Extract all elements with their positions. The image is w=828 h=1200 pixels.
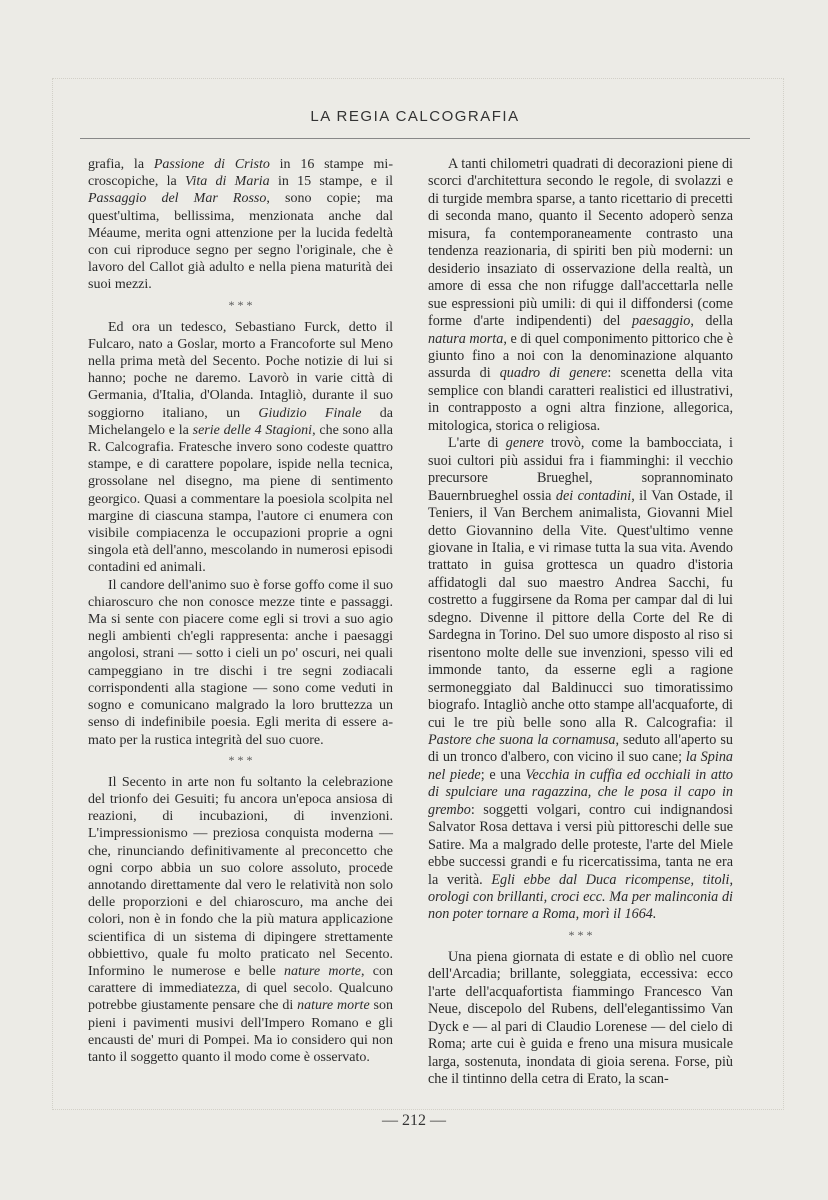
text-run: Ed ora un tedesco, Sebastiano Furck, detto il Fulcaro, nato a Goslar, morto a Francoforte sul Meno nella prima metà del Secento. Poche notizie di lui si hanno; poche ne daremo. Lavorò in varie città di Germania, d'Italia, d'Olanda. Intagliò, durante il suo soggiorno italiano, un bbox=[88, 319, 393, 421]
section-break-stars: * * * bbox=[228, 752, 253, 767]
paragraph bbox=[88, 577, 393, 749]
italic-text: dei contadini bbox=[555, 487, 632, 504]
text-run: Il candore dell'animo suo è forse goffo come il suo chiaroscuro che non conosce mezze tinte e passaggi. Ma si sente con piacere come egli si trovi a suo agio negli ambienti ch'egli rappresenta: anche i paesaggi angolosi, strani — sotto i cieli un po' oscuri, nei quali campeggiano in tre dischi i tre segni zodiacali corrispondenti alla stagione — sono come veduti in sogno e comunicano malgrado la loro bruttezza un senso di indefinibile poesia. Egli merita di essere amato per la rustica integrità del suo cuore. bbox=[88, 577, 393, 748]
paragraph bbox=[88, 319, 393, 577]
text-run: , il Van Ostade, il Teniers, il Van Berchem animalista, Giovanni Miel detto Giovannino della Vite. Quest'ultimo venne giovane in Italia, e vi rimase tutta la sua vita. Avendo trattato in guisa grottesca un quadro d'istoria affidatogli dal suo maestro Andrea Sacchi, fu costretto a fuggirsene da Roma per campar dal di lui sdegno. Divenne il pittore della Corte del Re di Sardegna in Torino. Del suo umore disposto al riso si risentono molte delle sue invenzioni, spesso vili ed immonde tanto, da esserne egli a ragione sermoneggiato dal Baldinucci suo timoratissimo biografo. Intagliò anche otto stampe all'acquaforte, di cui le tre più belle sono alla R. Calcografia: il bbox=[428, 487, 733, 731]
text-run: grafia, la bbox=[88, 157, 154, 172]
italic-text: quadro di genere bbox=[499, 365, 608, 382]
text-run: in 16 stampe microscopiche, la bbox=[88, 157, 393, 190]
text-run: L'arte di bbox=[448, 435, 506, 452]
text-run: in 15 stampe, e il bbox=[269, 174, 394, 190]
text-run: A tanti chilometri quadrati di decorazioni piene di scorci d'architettura secondo le regole, di svolazzi e di turgide membra sparse, a tanto ricettario di precetti di seconda mano, quanto il Secento adoperò senza misura, fa contemporaneamente contrasto una tendenza reazionaria, di spiriti ben più moderni: un desiderio insaziato di osservazione della realtà, un amore di essa che non rifugge dall'accettarla nelle sue espressioni più umili: di qui il diffondersi (come forme d'arte indipendenti) del bbox=[428, 156, 733, 330]
italic-text: nature morte bbox=[284, 963, 362, 979]
italic-text: Egli ebbe dal Duca ricompense, titoli, orologi con brillanti, croci ecc. Ma per malinconia di non poter tornare a Roma, morì il 1664. bbox=[428, 871, 733, 923]
paragraph bbox=[428, 156, 733, 435]
paragraph bbox=[88, 156, 393, 294]
italic-text: Giudizio Finale bbox=[258, 405, 362, 421]
italic-text: genere bbox=[505, 435, 544, 452]
section-break-stars: * * * bbox=[568, 927, 593, 942]
italic-text: Passaggio del Mar Rosso bbox=[88, 191, 267, 207]
text-run: son pieni i pavimenti musivi dell'Impero Romano e gli encausti de' muri di Pompei. Ma io considero qui non tanto il soggetto quanto il modo come è osservato. bbox=[88, 998, 393, 1065]
section-break-stars: * * * bbox=[228, 297, 253, 312]
italic-text: Pastore che suona la cornamusa bbox=[428, 731, 616, 748]
paragraph bbox=[428, 949, 733, 1089]
text-run: trovò, come la bambocciata, i suoi cultori più assidui fra i fiamminghi: il vecchio precursore Brueghel, soprannominato Bauernbrueghel ossia bbox=[428, 435, 733, 504]
right-column bbox=[428, 156, 733, 1089]
text-run: , e di quel componimento pittorico che è giunto fino a noi con la denominazione alquanto assurda di bbox=[428, 330, 733, 382]
text-run: , che sono alla R. Calcografia. Fratesche invero sono codeste quattro stampe, e di carattere popolare, ispide nella tecnica, grossolane nel disegno, ma piene di sentimento georgico. Quasi a commentare la poesiola scolpita nel margine di ciascuna stampa, l'autore ci enumera con visibile compiacenza le occupazioni proprie a ogni singola età dell'anno, mescolando in numerosi episodi contadini ed animali. bbox=[88, 422, 393, 576]
italic-text: Vita di Maria bbox=[184, 174, 270, 190]
text-run: da Michelangelo e la bbox=[88, 405, 393, 438]
text-run: , con carattere di immediatezza, di quel secolo. Qualcuno potrebbe giustamente pensare che di bbox=[88, 963, 393, 1014]
text-run: : soggetti volgari, contro cui indignandosi Salvator Rosa dettava i versi più pittoreschi delle sue Satire. Ma a malgrado delle proteste, l'arte del Miele ebbe successi grandi e fu ricercatissima, tanta ne era la verità. bbox=[428, 801, 733, 888]
text-run: , seduto all'aperto su di un tronco d'albero, con vicino il suo cane; bbox=[428, 731, 733, 766]
italic-text: la Spina nel piede bbox=[428, 749, 734, 783]
header-rule bbox=[80, 138, 750, 139]
page-number: — 212 — bbox=[382, 1112, 446, 1129]
italic-text: paesaggio bbox=[631, 313, 691, 330]
left-column bbox=[88, 156, 393, 1066]
text-run: , della bbox=[690, 313, 733, 330]
text-run: Il Secento in arte non fu soltanto la celebrazione del trionfo dei Gesuiti; fu ancora un'epoca ansiosa di reazioni, di incubazioni, di invenzioni. L'impressionismo — preziosa conquista moderna — che, rinunciando definitivamente al preconcetto che ogni corpo abbia un suo colore assoluto, procede annotando direttamente dal vero le relatività non solo delle proporzioni e del chiaroscuro, ma anche dei colori, non è in fondo che la più matura applicazione scientifica di un sistema di dipingere strettamente obbiettivo, quale fu molto praticato nel Secento. Informino le numerose e belle bbox=[88, 774, 393, 979]
text-run: Una piena giornata di estate e di oblìo nel cuore dell'Arcadia; brillante, soleggiata, eccessiva: ecco l'arte dell'acquafortista fiammingo Francesco Van Neue, discepolo del Rubens, dell'elegantissimo Van Dyck e — al pari di Claudio Lorenese — del cielo di Roma; arte cui è guida e freno una misura musicale larga, sostenuta, inondata di gioia serena. Forse, più che il tintinno della cetra di Erato, la scan- bbox=[428, 948, 733, 1088]
running-header: LA REGIA CALCOGRAFIA bbox=[310, 108, 520, 125]
paragraph bbox=[88, 774, 393, 1066]
italic-text: Vecchia in cuffia ed occhiali in atto di spulciare una ragazzina, che le posa il capo in grembo bbox=[428, 766, 733, 818]
text-run: ; e una bbox=[480, 766, 526, 783]
paragraph bbox=[428, 435, 733, 924]
text-run: , sono copie; ma quest'ultima, bellissima, menzionata anche dal Méaume, merita ogni attenzione per la lucida fedeltà con cui riproduce segno per segno l'originale, che è lavoro del Callot già adulto e nella piena maturità dei suoi mezzi. bbox=[88, 191, 394, 293]
italic-text: nature morte bbox=[297, 998, 370, 1014]
text-run: : scenetta della vita semplice con blandi caratteri realistici ed illustrativi, in contrapposto a ogni altra finzione, allegorica, mitologica, storica o religiosa. bbox=[428, 365, 733, 434]
italic-text: Passione di Cristo bbox=[153, 157, 270, 172]
italic-text: serie delle 4 Stagioni bbox=[192, 422, 313, 438]
italic-text: natura morta bbox=[428, 330, 504, 347]
